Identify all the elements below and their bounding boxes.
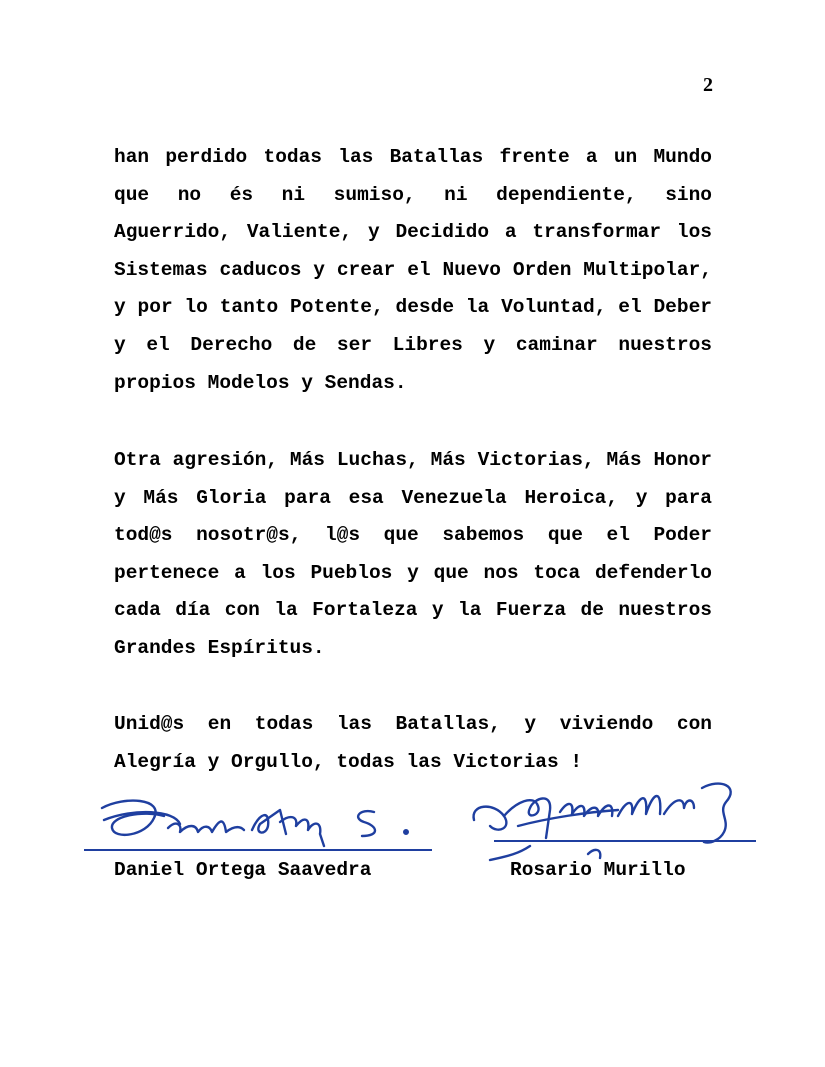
signature-line-right	[494, 840, 756, 842]
signer-name-right: Rosario Murillo	[510, 859, 686, 881]
paragraph-1: han perdido todas las Batallas frente a un Mundo que no és ni sumiso, ni dependiente, sino Aguerrido, Valiente, y Decidido a transformar los Sistemas caducos y crear el Nuevo Orden Multipolar, y por lo tanto Potente, desde la Voluntad, el Deber y el Derecho de ser Libres y caminar nuestros propios Modelos y Sendas.	[114, 146, 712, 394]
paragraph-3: Unid@s en todas las Batallas, y viviendo con Alegría y Orgullo, todas las Victorias !	[114, 713, 712, 773]
signature-right	[468, 768, 768, 868]
page-number: 2	[703, 74, 713, 96]
paragraph-2: Otra agresión, Más Luchas, Más Victorias, Más Honor y Más Gloria para esa Venezuela Heroica, y para tod@s nosotr@s, l@s que sabemos que el Poder pertenece a los Pueblos y que nos toca defenderlo cada día con la Fortaleza y la Fuerza de nuestros Grandes Espíritus.	[114, 449, 712, 659]
signature-line-left	[84, 849, 432, 851]
signer-name-left: Daniel Ortega Saavedra	[114, 859, 372, 881]
